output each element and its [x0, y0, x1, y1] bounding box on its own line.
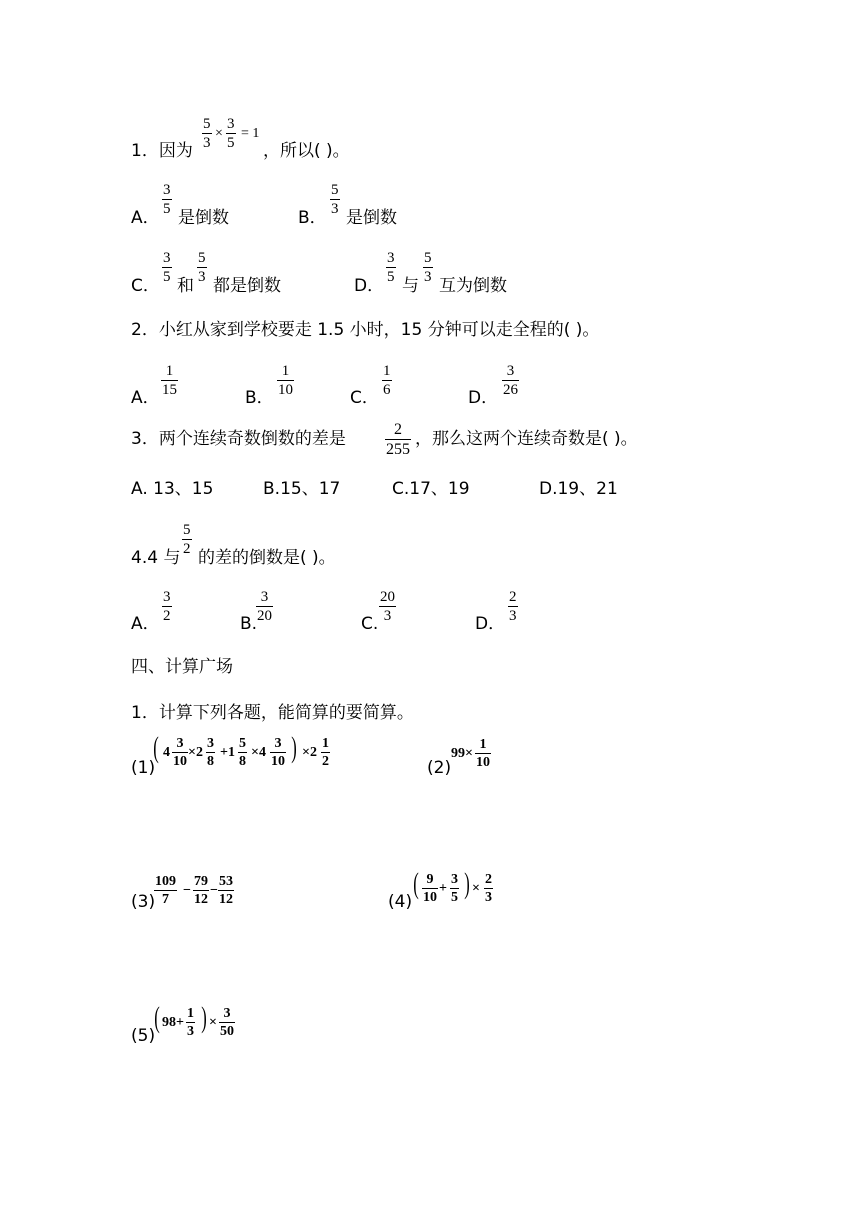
q3-option-d: D.19、21: [539, 479, 618, 499]
denominator: 3: [424, 269, 432, 285]
numerator: 2: [509, 589, 517, 605]
calc-3-label: (3): [131, 892, 156, 912]
numerator: 5: [331, 182, 339, 198]
q4-option-a-fraction: [162, 590, 172, 624]
denominator: 6: [383, 382, 391, 398]
q2-option-d-label: D．: [468, 388, 499, 408]
calc-3-op-1: −: [183, 883, 191, 898]
denominator: 5: [387, 269, 395, 285]
q3-option-a: A. 13、15: [131, 479, 214, 499]
q1-option-a-text: 是倒数: [178, 208, 229, 228]
calc-2-prefix: 99×: [451, 746, 473, 761]
denominator: 2: [322, 754, 329, 769]
numerator: 3: [207, 736, 214, 751]
numerator: 5: [203, 116, 211, 132]
q3-fraction: [385, 422, 411, 458]
numerator: 1: [281, 363, 290, 379]
right-paren: ): [201, 1001, 207, 1034]
left-paren: (: [154, 1001, 160, 1034]
numerator: 1: [165, 363, 174, 379]
numerator: 3: [163, 182, 171, 198]
numerator: 3: [260, 589, 269, 605]
q1-option-c-fraction-2: [197, 251, 207, 285]
numerator: 1: [383, 363, 391, 379]
denominator: 10: [271, 754, 285, 769]
q1-option-b-label: B．: [298, 208, 327, 228]
q1-option-d-fraction-1: [386, 251, 396, 285]
numerator: 1: [187, 1006, 194, 1021]
q4-option-b-fraction: [256, 590, 273, 624]
calc-1-fraction-5: [321, 737, 330, 769]
q3-option-c: C.17、19: [392, 479, 470, 499]
left-paren: (: [413, 867, 419, 900]
denominator: 3: [203, 135, 211, 151]
numerator: 9: [426, 872, 434, 887]
calc-1-whole: 4: [163, 745, 170, 760]
numerator: 3: [176, 736, 184, 751]
q1-eq-fraction-b: [226, 117, 236, 151]
q1-option-b-text: 是倒数: [346, 208, 397, 228]
denominator: 7: [162, 892, 169, 907]
denominator: 26: [503, 382, 518, 398]
q4-option-c-label: C.: [361, 614, 379, 634]
denominator: 10: [423, 890, 437, 905]
calc-1-op-4: ×2: [302, 745, 317, 760]
denominator: 5: [451, 890, 458, 905]
numerator: 5: [239, 736, 246, 751]
q4-prefix: 4.4 与: [131, 548, 181, 568]
q3-option-b: B.15、17: [263, 479, 341, 499]
q1-option-c-label: C．: [131, 276, 160, 296]
q1-eq-times: ×: [215, 126, 223, 141]
numerator: 2: [485, 872, 492, 887]
calc-5-fraction-2: [219, 1007, 235, 1039]
q3-prefix: 3．两个连续奇数倒数的差是: [131, 429, 346, 449]
q1-option-c-mid: 和: [177, 276, 194, 296]
q4-option-d-label: D．: [475, 614, 506, 634]
calc-1-op-3: ×4: [251, 745, 266, 760]
denominator: 3: [198, 269, 206, 285]
numerator: 5: [183, 522, 191, 538]
denominator: 10: [278, 382, 293, 398]
q2-option-c-label: C．: [350, 388, 379, 408]
q2-option-a-label: A．: [131, 388, 160, 408]
q4-option-b-label: B.: [240, 614, 258, 634]
calc-5-prefix: 98+: [162, 1015, 184, 1030]
calc-3-fraction-1: [154, 875, 177, 907]
q2-option-d-fraction: [502, 364, 519, 398]
q1-option-a-label: A．: [131, 208, 160, 228]
q4-option-c-fraction: [379, 590, 396, 624]
numerator: 79: [194, 874, 208, 889]
calc-3-fraction-3: [218, 875, 234, 907]
q1-option-d-label: D．: [354, 276, 385, 296]
numerator: 5: [198, 250, 206, 266]
q2-option-a-fraction: [161, 364, 178, 398]
calc-3-fraction-2: [193, 875, 209, 907]
right-paren: ): [291, 731, 297, 764]
denominator: 50: [220, 1024, 234, 1039]
q2-option-c-fraction: [382, 364, 392, 398]
q1-option-d-fraction-2: [423, 251, 433, 285]
calc-5-fraction-1: [186, 1007, 195, 1039]
q1-option-d-mid: 与: [402, 276, 419, 296]
calc-3-op-2: −: [210, 883, 218, 898]
denominator: 20: [257, 608, 272, 624]
denominator: 10: [476, 755, 490, 770]
numerator: 1: [479, 737, 487, 752]
right-paren: ): [464, 867, 470, 900]
calc-1-op-1: ×2: [188, 745, 203, 760]
numerator: 20: [380, 589, 395, 605]
calc-4-fraction-2: [450, 873, 459, 905]
denominator: 12: [219, 892, 233, 907]
calc-1-fraction-2: [206, 737, 215, 769]
q1-eq-fraction-a: [202, 117, 212, 151]
q4-fraction: [182, 523, 192, 557]
numerator: 3: [387, 250, 395, 266]
q1-option-c-text: 都是倒数: [213, 276, 281, 296]
q1-suffix: ，所以( )。: [263, 141, 350, 161]
denominator: 255: [386, 441, 410, 458]
numerator: 109: [155, 874, 176, 889]
calc-5-label: (5): [131, 1026, 156, 1046]
calc-2-label: (2): [427, 758, 452, 778]
q1-option-d-text: 互为倒数: [439, 276, 507, 296]
denominator: 8: [239, 754, 246, 769]
q3-suffix: ，那么这两个连续奇数是( )。: [415, 429, 638, 449]
calc-1-fraction-1: [172, 737, 188, 769]
denominator: 12: [194, 892, 208, 907]
q4-option-a-label: A．: [131, 614, 160, 634]
denominator: 5: [163, 269, 171, 285]
denominator: 8: [207, 754, 214, 769]
q1-option-c-fraction-1: [162, 251, 172, 285]
numerator: 2: [394, 421, 402, 438]
denominator: 5: [163, 201, 171, 217]
calc-1-fraction-4: [270, 737, 286, 769]
denominator: 3: [485, 890, 492, 905]
numerator: 3: [451, 872, 458, 887]
denominator: 3: [331, 201, 339, 217]
q1-prefix: 1．因为: [131, 141, 193, 161]
q4-option-d-fraction: [508, 590, 518, 624]
q4-suffix: 的差的倒数是( )。: [198, 548, 336, 568]
denominator: 10: [173, 754, 187, 769]
denominator: 3: [383, 608, 392, 624]
calc-2-fraction: [475, 738, 491, 770]
calc-1-label: (1): [131, 758, 156, 778]
calc-5-op: ×: [209, 1015, 217, 1030]
calc-4-fraction-3: [484, 873, 493, 905]
calc-4-label: (4): [388, 892, 413, 912]
numerator: 1: [322, 736, 329, 751]
q1-option-b-fraction: [330, 183, 340, 217]
numerator: 53: [219, 874, 233, 889]
numerator: 3: [506, 363, 515, 379]
numerator: 3: [163, 589, 171, 605]
q1-eq-rest: = 1: [241, 126, 260, 141]
calc-4-op-1: +: [439, 881, 447, 896]
left-paren: (: [153, 731, 159, 764]
q2-text: 2．小红从家到学校要走 1.5 小时，15 分钟可以走全程的( )。: [131, 320, 600, 340]
denominator: 5: [227, 135, 235, 151]
calc-4-fraction-1: [422, 873, 438, 905]
q1-option-a-fraction: [162, 183, 172, 217]
q2-option-b-label: B．: [245, 388, 274, 408]
denominator: 2: [163, 608, 171, 624]
denominator: 2: [183, 541, 191, 557]
denominator: 15: [162, 382, 177, 398]
numerator: 5: [424, 250, 432, 266]
q2-option-b-fraction: [277, 364, 294, 398]
numerator: 3: [227, 116, 235, 132]
section-title: 四、计算广场: [131, 657, 233, 677]
numerator: 3: [274, 736, 282, 751]
numerator: 3: [163, 250, 171, 266]
calc-1-fraction-3: [238, 737, 247, 769]
denominator: 3: [509, 608, 517, 624]
calc-1-op-2: +1: [220, 745, 235, 760]
calc-4-op-2: ×: [472, 881, 480, 896]
section-q1-text: 1．计算下列各题，能简算的要简算。: [131, 703, 414, 723]
denominator: 3: [187, 1024, 194, 1039]
numerator: 3: [223, 1006, 231, 1021]
